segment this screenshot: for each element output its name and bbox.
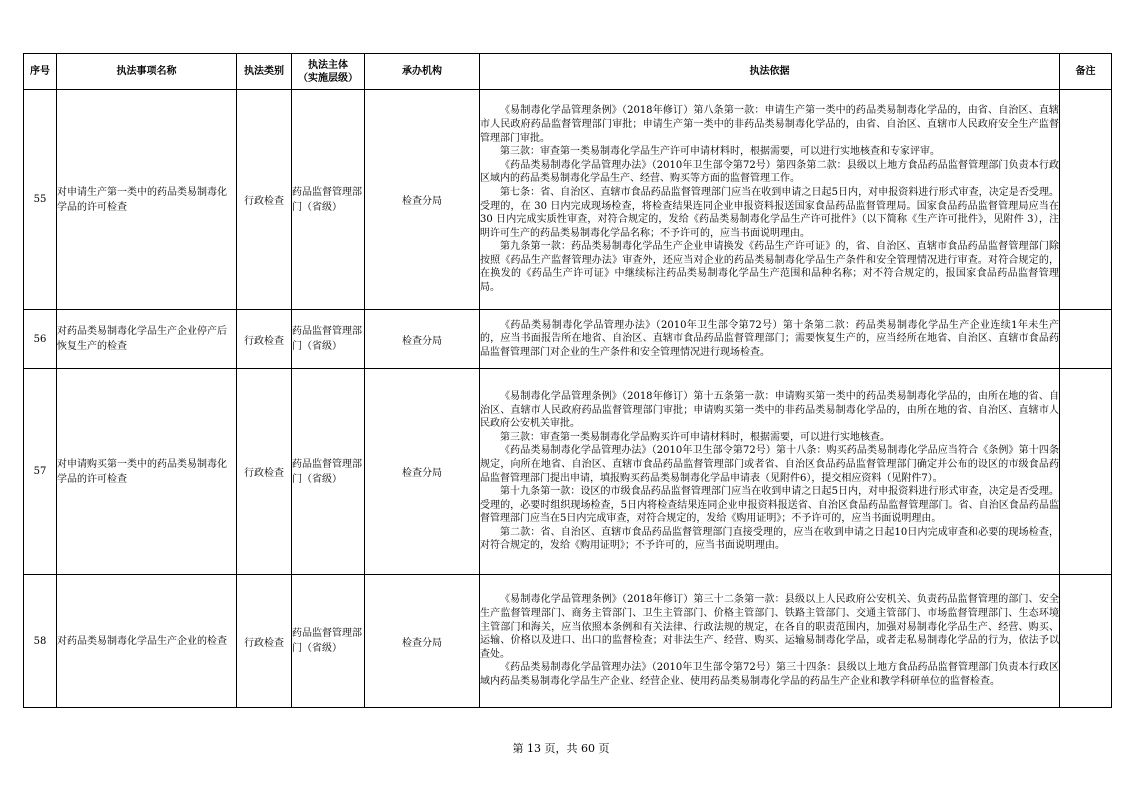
header-subject-line1: 执法主体	[308, 59, 348, 71]
note-cell	[1060, 369, 1112, 575]
page-footer: 第 13 页，共 60 页	[512, 742, 610, 755]
item-name: 对药品类易制毒化学品生产企业停产后恢复生产的检查	[57, 310, 237, 369]
enforcement-subject: 药品监督管理部门（省级）	[292, 90, 365, 310]
handling-org: 检查分局	[365, 369, 480, 575]
item-name: 对申请生产第一类中的药品类易制毒化学品的许可检查	[57, 90, 237, 310]
handling-org: 检查分局	[365, 90, 480, 310]
table-header-row	[24, 54, 1112, 90]
basis-paragraph: 第七条：省、自治区、直辖市食品药品监督管理部门应当在收到申请之日起5日内，对申报资料进行形式审查，决定是否受理。受理的，在 30 日内完成现场检查，将检查结果连同企业申报资料报送国家食品药品监督管理局。国家食品药品监督管理局应当在 30 日内完成实质性审查，对符合规定的，发给《药品类易制毒化学品生产许可批件》（以下简称《生产许可批件》，见附件 3），注明许可生产的药品类易制毒化学品名称；不予许可的，应当书面说明理由。	[480, 186, 1059, 239]
basis-paragraph: 《药品类易制毒化学品管理办法》（2010年卫生部令第72号）第十条第二款：药品类易制毒化学品生产企业连续1年未生产的，应当书面报告所在地省、自治区、直辖市食品药品监督管理部门；需要恢复生产的，应当经所在地省、自治区、直辖市食品药品监督管理部门对企业的生产条件和安全管理情况进行现场检查。	[480, 319, 1059, 358]
enforcement-category: 行政检查	[237, 369, 292, 575]
basis-paragraph: 《药品类易制毒化学品管理办法》（2010年卫生部令第72号）第三十四条：县级以上地方食品药品监督管理部门负责本行政区域内药品类易制毒化学品生产企业、经营企业、使用药品类易制毒化学品的药品生产企业和教学科研单位的监督检查。	[480, 662, 1059, 687]
item-name: 对药品类易制毒化学品生产企业的检查	[57, 575, 237, 708]
legal-basis	[480, 90, 1060, 310]
basis-paragraph: 第九条第一款：药品类易制毒化学品生产企业申请换发《药品生产许可证》的，省、自治区、直辖市食品药品监督管理部门除按照《药品生产监督管理办法》审查外，还应当对企业的药品类易制毒化学品生产条件和安全管理情况进行审查。对符合规定的，在换发的《药品生产许可证》中继续标注药品类易制毒化学品生产范围和品种名称；对不符合规定的，报国家食品药品监督管理局。	[480, 241, 1059, 294]
enforcement-subject: 药品监督管理部门（省级）	[292, 310, 365, 369]
handling-org: 检查分局	[365, 575, 480, 708]
basis-paragraph: 《易制毒化学品管理条例》（2018年修订）第十五条第一款：申请购买第一类中的药品类易制毒化学品的，由所在地的省、自治区、直辖市人民政府药品监督管理部门审批；申请购买第一类中的非药品类易制毒化学品的，由所在地的省、自治区、直辖市人民政府公安机关审批。	[480, 390, 1059, 430]
note-cell	[1060, 90, 1112, 310]
basis-paragraph: 第十九条第一款：设区的市级食品药品监督管理部门应当在收到申请之日起5日内，对申报资料进行形式审查，决定是否受理。受理的，必要时组织现场检查，5日内将检查结果连同企业申报资料报送省、自治区食品药品监督管理部门。省、自治区食品药品监督管理部门应当在5日内完成审查，对符合规定的，发给《购用证明》；不予许可的，应当书面说明理由。	[480, 486, 1059, 525]
header-org: 承办机构	[365, 54, 480, 90]
table-row	[24, 369, 1112, 575]
basis-paragraph: 第三款：审查第一类易制毒化学品生产许可申请材料时，根据需要，可以进行实地核查和专家评审。	[500, 146, 940, 158]
row-number: 56	[24, 310, 57, 369]
note-cell	[1060, 575, 1112, 708]
basis-paragraph: 《药品类易制毒化学品管理办法》（2010年卫生部令第72号）第四条第二款：县级以上地方食品药品监督管理部门负责本行政区域内的药品类易制毒化学品生产、经营、购买等方面的监督管理工作。	[480, 159, 1059, 185]
enforcement-subject: 药品监督管理部门（省级）	[292, 369, 365, 575]
legal-basis	[480, 369, 1060, 575]
enforcement-category: 行政检查	[237, 310, 292, 369]
row-number: 58	[24, 575, 57, 708]
basis-paragraph: 《易制毒化学品管理条例》（2018年修订）第八条第一款：申请生产第一类中的药品类易制毒化学品的，由省、自治区、直辖市人民政府药品监督管理部门审批；申请生产第一类中的非药品类易制毒化学品的，由省、自治区、直辖市人民政府安全生产监督管理部门审批。	[480, 105, 1059, 144]
legal-basis	[480, 310, 1060, 369]
header-category: 执法类别	[237, 54, 292, 90]
enforcement-category: 行政检查	[237, 90, 292, 310]
basis-paragraph: 第三款：审查第一类易制毒化学品购买许可申请材料时，根据需要，可以进行实地核查。	[500, 431, 890, 443]
item-name: 对申请购买第一类中的药品类易制毒化学品的许可检查	[57, 369, 237, 575]
header-basis: 执法依据	[480, 54, 1060, 90]
basis-paragraph: 《药品类易制毒化学品管理办法》（2010年卫生部令第72号）第十八条：购买药品类易制毒化学品应当符合《条例》第十四条规定，向所在地省、自治区、直辖市食品药品监督管理部门或者省、自治区食品药品监督管理部门确定并公布的设区的市级食品药品监督管理部门提出申请，填报购买药品类易制毒化学品申请表（见附件6），提交相应资料（见附件7）。	[480, 445, 1059, 484]
table-row	[24, 575, 1112, 708]
handling-org: 检查分局	[365, 310, 480, 369]
header-num: 序号	[24, 54, 57, 90]
note-cell	[1060, 310, 1112, 369]
table-row	[24, 310, 1112, 369]
header-subject	[292, 54, 365, 90]
table-row	[24, 90, 1112, 310]
enforcement-category: 行政检查	[237, 575, 292, 708]
header-name: 执法事项名称	[57, 54, 237, 90]
law-enforcement-table	[23, 53, 1112, 708]
legal-basis	[480, 575, 1060, 708]
row-number: 55	[24, 90, 57, 310]
header-note: 备注	[1060, 54, 1112, 90]
enforcement-subject: 药品监督管理部门（省级）	[292, 575, 365, 708]
basis-paragraph: 《易制毒化学品管理条例》（2018年修订）第三十二条第一款：县级以上人民政府公安机关、负责药品监督管理的部门、安全生产监督管理部门、商务主管部门、卫生主管部门、价格主管部门、铁路主管部门、交通主管部门、市场监督管理部门、生态环境主管部门和海关，应当依照本条例和有关法律、行政法规的规定，在各自的职责范围内，加强对易制毒化学品生产、经营、购买、运输、价格以及进口、出口的监督检查；对非法生产、经营、购买、运输易制毒化学品，或者走私易制毒化学品的行为，依法予以查处。	[480, 594, 1059, 660]
header-subject-line2: （实施层级）	[298, 72, 358, 84]
basis-paragraph: 第二款：省、自治区、直辖市食品药品监督管理部门直接受理的，应当在收到申请之日起10日内完成审查和必要的现场检查，对符合规定的，发给《购用证明》；不予许可的，应当书面说明理由。	[480, 526, 1059, 552]
row-number: 57	[24, 369, 57, 575]
